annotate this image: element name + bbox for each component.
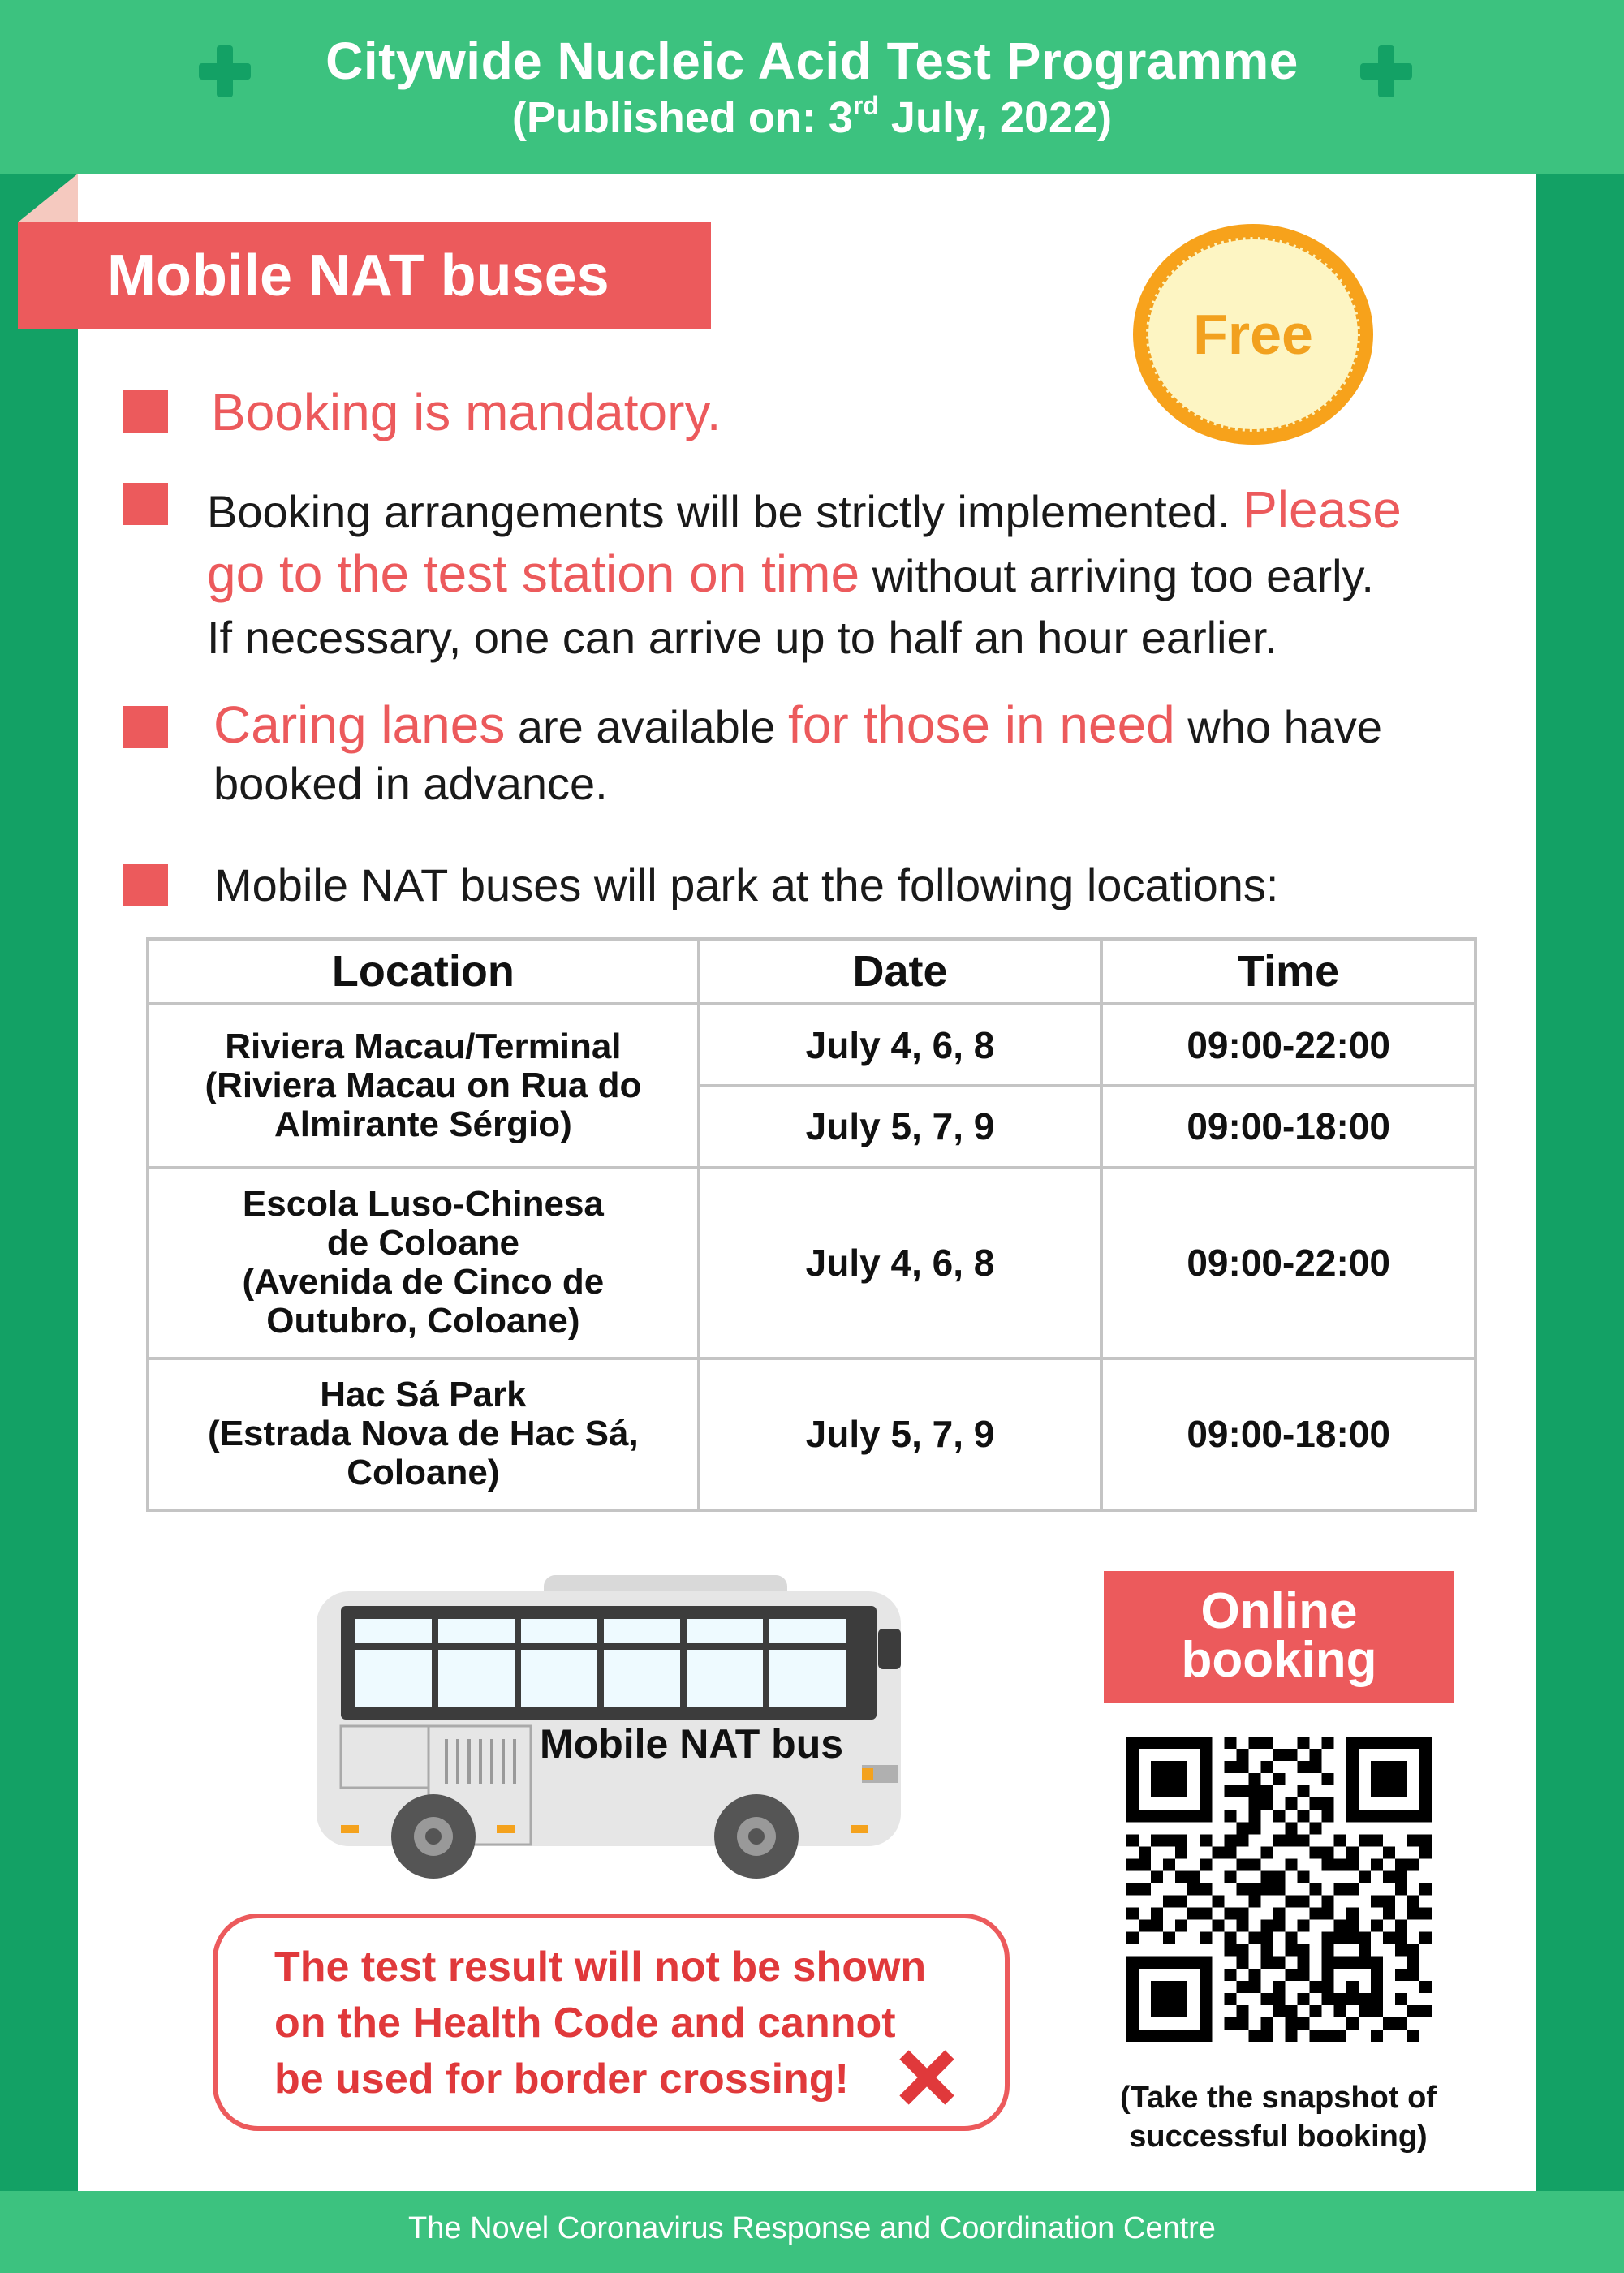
location-cell (148, 1168, 699, 1358)
published-date (0, 91, 1624, 143)
bullet-square-icon (123, 864, 168, 906)
qr-code[interactable] (1126, 1735, 1432, 2043)
bullet-text: without arriving too early. (859, 550, 1374, 601)
location-line: (Riviera Macau on Rua do (205, 1065, 642, 1106)
free-badge (1133, 224, 1373, 445)
table-row (148, 1004, 1475, 1086)
bullet-booking-mandatory: Booking is mandatory. (211, 383, 722, 441)
time-cell: 09:00-22:00 (1101, 1004, 1475, 1086)
date-cell: July 5, 7, 9 (699, 1358, 1102, 1510)
published-suffix: July, 2022) (878, 93, 1113, 142)
qr-caption-line: (Take the snapshot of (1120, 2081, 1437, 2115)
bullet-square-icon (123, 706, 168, 748)
time-cell: 09:00-22:00 (1101, 1168, 1475, 1358)
cross-mark-icon (896, 2047, 958, 2108)
page-fold-decoration (18, 174, 78, 222)
time-cell: 09:00-18:00 (1101, 1358, 1475, 1510)
table-row (148, 1168, 1475, 1358)
online-booking-label: Online (1200, 1583, 1358, 1639)
section-banner: Mobile NAT buses (18, 222, 711, 329)
bullet-text: booked in advance. (213, 758, 608, 809)
location-line: Coloane) (347, 1453, 500, 1493)
table-header-row (148, 939, 1475, 1004)
header-bar (0, 0, 1624, 174)
location-line: (Estrada Nova de Hac Sá, (208, 1414, 639, 1454)
bus-label: Mobile NAT bus (540, 1721, 844, 1767)
warning-box (213, 1914, 1010, 2131)
date-cell: July 4, 6, 8 (699, 1004, 1102, 1086)
location-line: Riviera Macau/Terminal (225, 1027, 622, 1067)
table-row (148, 1358, 1475, 1510)
footer-bar: The Novel Coronavirus Response and Coordination Centre (0, 2191, 1624, 2273)
bullet-text: who have (1174, 701, 1383, 752)
bullet-text: Booking arrangements will be strictly implemented. (207, 486, 1243, 537)
bullet-highlight: for those in need (787, 695, 1175, 754)
page-title: Citywide Nucleic Acid Test Programme (325, 32, 1299, 90)
location-cell (148, 1004, 699, 1167)
online-booking-label: booking (1181, 1632, 1377, 1688)
time-cell: 09:00-18:00 (1101, 1086, 1475, 1168)
medical-cross-icon (1360, 45, 1412, 97)
bullet-bus-locations: Mobile NAT buses will park at the following locations: (214, 859, 1279, 910)
warning-line: be used for border crossing! (274, 2056, 849, 2103)
published-prefix: (Published on: 3 (511, 93, 853, 142)
location-line: de Coloane (326, 1223, 519, 1263)
qr-caption (1088, 2078, 1469, 2156)
warning-line: on the Health Code and cannot (274, 2000, 896, 2047)
bullet-caring-lanes (213, 696, 1480, 812)
free-badge-label: Free (1146, 237, 1360, 432)
location-line: Escola Luso-Chinesa (242, 1184, 604, 1225)
location-line: (Avenida de Cinco de (242, 1262, 605, 1302)
schedule-table (146, 937, 1477, 1512)
bullet-highlight: Please (1243, 480, 1402, 539)
published-ordinal: rd (852, 91, 879, 120)
bullet-text: are available (505, 701, 788, 752)
column-header-date: Date (699, 939, 1102, 1004)
bullet-highlight: Caring lanes (213, 695, 506, 754)
column-header-location: Location (148, 939, 699, 1004)
bullet-booking-arrangements (207, 479, 1473, 669)
date-cell: July 4, 6, 8 (699, 1168, 1102, 1358)
location-line: Almirante Sérgio) (274, 1104, 572, 1145)
location-line: Hac Sá Park (320, 1375, 527, 1415)
bullet-text: If necessary, one can arrive up to half an hour earlier. (207, 612, 1277, 663)
date-cell: July 5, 7, 9 (699, 1086, 1102, 1168)
bullet-square-icon (123, 483, 168, 525)
bullet-square-icon (123, 390, 168, 433)
bullet-highlight: go to the test station on time (207, 545, 860, 603)
qr-caption-line: successful booking) (1129, 2120, 1428, 2154)
column-header-time: Time (1101, 939, 1475, 1004)
location-line: Outubro, Coloane) (266, 1301, 580, 1341)
warning-line: The test result will not be shown (274, 1944, 927, 1991)
location-cell (148, 1358, 699, 1510)
online-booking-button[interactable] (1104, 1571, 1454, 1703)
